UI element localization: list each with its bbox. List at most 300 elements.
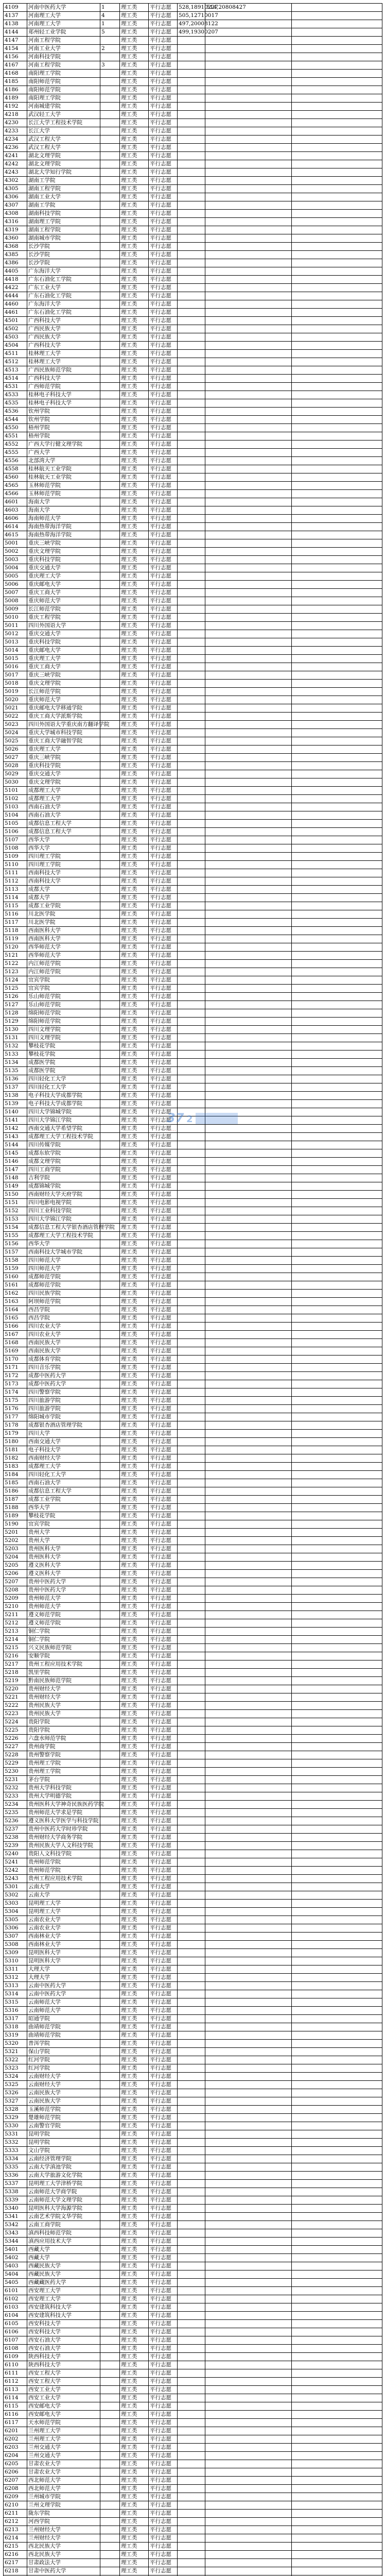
- extra-cell: [292, 12, 382, 20]
- category-cell: 理工类: [120, 1372, 149, 1380]
- batch-type-cell: 平行志愿: [149, 2172, 178, 2180]
- score-rank-cell: [178, 1009, 205, 1018]
- table-row: [4, 1743, 382, 1751]
- school-name-cell: 贵州医科大学: [27, 1553, 100, 1562]
- school-name-cell: 成都工业学院: [27, 902, 100, 910]
- score-rank-cell: [178, 2213, 205, 2221]
- score-rank-cell: [178, 572, 205, 581]
- batch-type-cell: 平行志愿: [149, 1026, 178, 1034]
- code-cell: 5171: [4, 1364, 27, 1372]
- extra-cell: [292, 1660, 382, 1669]
- score-rank-cell: [178, 2312, 205, 2320]
- score-rank-cell: [178, 1413, 205, 1421]
- table-row: [4, 1487, 382, 1496]
- batch-type-cell: 平行志愿: [149, 152, 178, 160]
- min-score-cell: [205, 2411, 292, 2419]
- table-row: [4, 226, 382, 234]
- min-score-cell: [205, 2518, 292, 2526]
- min-score-cell: [205, 473, 292, 482]
- score-rank-cell: [178, 943, 205, 952]
- plan-count-cell: [100, 976, 120, 985]
- batch-type-cell: 平行志愿: [149, 1059, 178, 1067]
- plan-count-cell: [100, 778, 120, 787]
- code-cell: 5119: [4, 935, 27, 943]
- table-row: [4, 432, 382, 440]
- batch-type-cell: 平行志愿: [149, 1900, 178, 1908]
- score-rank-cell: [178, 2386, 205, 2394]
- code-cell: 5130: [4, 1026, 27, 1034]
- code-cell: 4502: [4, 325, 27, 333]
- category-cell: 理工类: [120, 12, 149, 20]
- school-name-cell: 四川大学锦江学院: [27, 1116, 100, 1125]
- category-cell: 理工类: [120, 2526, 149, 2534]
- plan-count-cell: [100, 2180, 120, 2188]
- score-rank-cell: [178, 696, 205, 704]
- min-score-cell: [205, 548, 292, 556]
- school-name-cell: 兰州理工大学: [27, 2427, 100, 2435]
- code-cell: 5405: [4, 2279, 27, 2287]
- min-score-cell: [205, 78, 292, 86]
- table-row: [4, 20, 382, 28]
- school-name-cell: 四川电影电视学院: [27, 1199, 100, 1207]
- extra-cell: [292, 548, 382, 556]
- batch-type-cell: 平行志愿: [149, 515, 178, 523]
- batch-type-cell: 平行志愿: [149, 886, 178, 894]
- table-row: [4, 111, 382, 119]
- plan-count-cell: [100, 828, 120, 836]
- school-name-cell: 贵州师范大学求是学院: [27, 1809, 100, 1817]
- batch-type-cell: 平行志愿: [149, 1850, 178, 1858]
- batch-type-cell: 平行志愿: [149, 523, 178, 531]
- category-cell: 理工类: [120, 267, 149, 276]
- category-cell: 理工类: [120, 1858, 149, 1867]
- min-score-cell: [205, 1463, 292, 1471]
- table-row: [4, 1784, 382, 1792]
- plan-count-cell: [100, 811, 120, 820]
- plan-count-cell: [100, 1595, 120, 1603]
- score-rank-cell: [178, 1974, 205, 1982]
- plan-count-cell: [100, 605, 120, 614]
- extra-cell: [292, 1718, 382, 1726]
- category-cell: 理工类: [120, 1092, 149, 1100]
- table-row: [4, 2246, 382, 2254]
- category-cell: 理工类: [120, 1669, 149, 1677]
- score-rank-cell: [178, 1108, 205, 1116]
- plan-count-cell: [100, 2130, 120, 2139]
- batch-type-cell: 平行志愿: [149, 2213, 178, 2221]
- plan-count-cell: [100, 2303, 120, 2312]
- extra-cell: [292, 1421, 382, 1430]
- min-score-cell: [205, 1636, 292, 1644]
- category-cell: 理工类: [120, 1743, 149, 1751]
- school-name-cell: 四川警察学院: [27, 1388, 100, 1397]
- code-cell: 5018: [4, 680, 27, 688]
- school-name-cell: 西北师范大学: [27, 2485, 100, 2493]
- code-cell: 5166: [4, 1323, 27, 1331]
- plan-count-cell: [100, 1463, 120, 1471]
- batch-type-cell: 平行志愿: [149, 1471, 178, 1479]
- batch-type-cell: 平行志愿: [149, 1726, 178, 1735]
- category-cell: 理工类: [120, 581, 149, 589]
- school-name-cell: 四川旅游学院: [27, 1405, 100, 1413]
- min-score-cell: [205, 886, 292, 894]
- extra-cell: [292, 1809, 382, 1817]
- batch-type-cell: 平行志愿: [149, 2543, 178, 2551]
- category-cell: 理工类: [120, 2312, 149, 2320]
- code-cell: 4511: [4, 350, 27, 358]
- min-score-cell: [205, 2007, 292, 2015]
- plan-count-cell: [100, 2402, 120, 2411]
- table-row: [4, 622, 382, 630]
- extra-cell: [292, 754, 382, 762]
- batch-type-cell: 平行志愿: [149, 1998, 178, 2007]
- table-row: [4, 61, 382, 70]
- extra-cell: [292, 1257, 382, 1265]
- table-row: [4, 251, 382, 259]
- batch-type-cell: 平行志愿: [149, 1883, 178, 1891]
- extra-cell: [292, 325, 382, 333]
- plan-count-cell: [100, 2254, 120, 2262]
- plan-count-cell: [100, 688, 120, 696]
- category-cell: 理工类: [120, 721, 149, 729]
- category-cell: 理工类: [120, 1965, 149, 1974]
- score-rank-cell: [178, 226, 205, 234]
- code-cell: 5002: [4, 548, 27, 556]
- min-score-cell: [205, 729, 292, 737]
- table-row: [4, 2114, 382, 2122]
- extra-cell: [292, 1784, 382, 1792]
- min-score-cell: [205, 1924, 292, 1933]
- plan-count-cell: [100, 1182, 120, 1191]
- category-cell: 理工类: [120, 943, 149, 952]
- score-rank-cell: [178, 2411, 205, 2419]
- score-rank-cell: [178, 1553, 205, 1562]
- table-row: [4, 94, 382, 103]
- code-cell: 4230: [4, 119, 27, 127]
- batch-type-cell: 平行志愿: [149, 2518, 178, 2526]
- score-rank-cell: [178, 1636, 205, 1644]
- extra-cell: [292, 1364, 382, 1372]
- extra-cell: [292, 704, 382, 713]
- code-cell: 5120: [4, 943, 27, 952]
- category-cell: 理工类: [120, 1215, 149, 1224]
- code-cell: 5112: [4, 877, 27, 886]
- category-cell: 理工类: [120, 2303, 149, 2312]
- batch-type-cell: 平行志愿: [149, 597, 178, 605]
- table-row: [4, 1207, 382, 1215]
- code-cell: 5147: [4, 1166, 27, 1174]
- min-score-cell: [205, 1768, 292, 1776]
- category-cell: 理工类: [120, 1009, 149, 1018]
- code-cell: 6111: [4, 2369, 27, 2378]
- table-row: [4, 366, 382, 375]
- plan-count-cell: [100, 2205, 120, 2213]
- extra-cell: [292, 1290, 382, 1298]
- score-rank-cell: [178, 1718, 205, 1726]
- extra-cell: [292, 2444, 382, 2452]
- code-cell: 4501: [4, 317, 27, 325]
- min-score-cell: [205, 572, 292, 581]
- score-rank-cell: [178, 1001, 205, 1009]
- plan-count-cell: [100, 1496, 120, 1504]
- category-cell: 理工类: [120, 1784, 149, 1792]
- score-rank-cell: [178, 1504, 205, 1512]
- extra-cell: [292, 1652, 382, 1660]
- score-rank-cell: [178, 1380, 205, 1388]
- code-cell: 5175: [4, 1397, 27, 1405]
- category-cell: 理工类: [120, 1726, 149, 1735]
- plan-count-cell: [100, 1083, 120, 1092]
- plan-count-cell: [100, 1380, 120, 1388]
- min-score-cell: [205, 325, 292, 333]
- min-score-cell: [205, 1446, 292, 1454]
- code-cell: 5325: [4, 2081, 27, 2089]
- min-score-cell: [205, 1158, 292, 1166]
- plan-count-cell: [100, 1867, 120, 1875]
- table-row: [4, 770, 382, 778]
- score-rank-cell: [178, 391, 205, 399]
- plan-count-cell: [100, 1405, 120, 1413]
- school-name-cell: 贵州医科大学神奇民族医药学院: [27, 1801, 100, 1809]
- batch-type-cell: 平行志愿: [149, 226, 178, 234]
- extra-cell: [292, 1850, 382, 1858]
- table-row: [4, 243, 382, 251]
- min-score-cell: [205, 1405, 292, 1413]
- school-name-cell: 桂林理工大学: [27, 350, 100, 358]
- min-score-cell: [205, 2328, 292, 2336]
- category-cell: 理工类: [120, 251, 149, 259]
- code-cell: 5154: [4, 1224, 27, 1232]
- batch-type-cell: 平行志愿: [149, 1562, 178, 1570]
- min-score-cell: [205, 2163, 292, 2172]
- score-rank-cell: [178, 836, 205, 844]
- school-name-cell: 保山学院: [27, 2048, 100, 2056]
- extra-cell: [292, 45, 382, 53]
- school-name-cell: 重庆文理学院: [27, 778, 100, 787]
- category-cell: 理工类: [120, 1595, 149, 1603]
- score-rank-cell: [178, 770, 205, 778]
- table-row: [4, 2064, 382, 2073]
- plan-count-cell: [100, 2378, 120, 2386]
- table-row: [4, 531, 382, 539]
- min-score-cell: [205, 61, 292, 70]
- category-cell: 理工类: [120, 1990, 149, 1998]
- table-row: [4, 1817, 382, 1825]
- score-rank-cell: [178, 1067, 205, 1075]
- score-rank-cell: [178, 1463, 205, 1471]
- code-cell: 4302: [4, 177, 27, 185]
- extra-cell: [292, 1537, 382, 1545]
- table-row: [4, 1075, 382, 1083]
- batch-type-cell: 平行志愿: [149, 416, 178, 424]
- category-cell: 理工类: [120, 968, 149, 976]
- table-row: [4, 1026, 382, 1034]
- table-row: [4, 37, 382, 45]
- table-row: [4, 1339, 382, 1347]
- min-score-cell: [205, 465, 292, 473]
- min-score-cell: [205, 1199, 292, 1207]
- extra-cell: [292, 1397, 382, 1405]
- code-cell: 5243: [4, 1875, 27, 1883]
- code-cell: 5343: [4, 2229, 27, 2238]
- school-name-cell: 河南工程学院: [27, 61, 100, 70]
- score-rank-cell: [178, 2180, 205, 2188]
- category-cell: 理工类: [120, 927, 149, 935]
- min-score-cell: [205, 2485, 292, 2493]
- plan-count-cell: [100, 1479, 120, 1487]
- batch-type-cell: 平行志愿: [149, 1768, 178, 1776]
- min-score-cell: [205, 408, 292, 416]
- score-rank-cell: [178, 539, 205, 548]
- category-cell: 理工类: [120, 45, 149, 53]
- extra-cell: [292, 1116, 382, 1125]
- plan-count-cell: [100, 1100, 120, 1108]
- min-score-cell: [205, 292, 292, 300]
- batch-type-cell: 平行志愿: [149, 2526, 178, 2534]
- category-cell: 理工类: [120, 853, 149, 861]
- batch-type-cell: 平行志愿: [149, 572, 178, 581]
- score-rank-cell: [178, 976, 205, 985]
- category-cell: 理工类: [120, 1809, 149, 1817]
- min-score-cell: [205, 910, 292, 919]
- category-cell: 理工类: [120, 160, 149, 168]
- extra-cell: [292, 1792, 382, 1801]
- min-score-cell: [205, 2444, 292, 2452]
- table-row: [4, 877, 382, 886]
- score-rank-cell: [178, 2270, 205, 2279]
- score-rank-cell: [178, 1323, 205, 1331]
- batch-type-cell: 平行志愿: [149, 28, 178, 37]
- plan-count-cell: [100, 243, 120, 251]
- min-score-cell: [205, 1743, 292, 1751]
- score-rank-cell: [178, 919, 205, 927]
- score-rank-cell: [178, 1619, 205, 1628]
- table-row: [4, 78, 382, 86]
- batch-type-cell: 平行志愿: [149, 2188, 178, 2196]
- plan-count-cell: [100, 1306, 120, 1314]
- school-name-cell: 海南热带海洋学院: [27, 531, 100, 539]
- table-row: [4, 2543, 382, 2551]
- plan-count-cell: [100, 1784, 120, 1792]
- score-rank-cell: [178, 1842, 205, 1850]
- school-name-cell: 西安石油大学: [27, 2345, 100, 2353]
- plan-count-cell: [100, 762, 120, 770]
- extra-cell: [292, 408, 382, 416]
- extra-cell: [292, 1595, 382, 1603]
- code-cell: 5304: [4, 1908, 27, 1916]
- score-rank-cell: [178, 1339, 205, 1347]
- code-cell: 5189: [4, 1512, 27, 1520]
- batch-type-cell: 平行志愿: [149, 358, 178, 366]
- category-cell: 理工类: [120, 342, 149, 350]
- school-name-cell: 四川文理学院: [27, 1034, 100, 1042]
- category-cell: 理工类: [120, 1817, 149, 1825]
- batch-type-cell: 平行志愿: [149, 1347, 178, 1355]
- min-score-cell: [205, 1603, 292, 1611]
- table-row: [4, 309, 382, 317]
- score-rank-cell: [178, 2452, 205, 2460]
- min-score-cell: [205, 251, 292, 259]
- plan-count-cell: [100, 1108, 120, 1116]
- score-rank-cell: [178, 1050, 205, 1059]
- batch-type-cell: 平行志愿: [149, 1232, 178, 1240]
- min-score-cell: [205, 490, 292, 498]
- code-cell: 4614: [4, 523, 27, 531]
- table-row: [4, 1438, 382, 1446]
- extra-cell: [292, 1182, 382, 1191]
- batch-type-cell: 平行志愿: [149, 1092, 178, 1100]
- min-score-cell: [205, 853, 292, 861]
- table-row: [4, 2254, 382, 2262]
- school-name-cell: 湖北文理学院: [27, 160, 100, 168]
- batch-type-cell: 平行志愿: [149, 2147, 178, 2155]
- min-score-cell: [205, 1182, 292, 1191]
- extra-cell: [292, 2460, 382, 2468]
- plan-count-cell: [100, 1388, 120, 1397]
- code-cell: 4306: [4, 193, 27, 201]
- extra-cell: [292, 103, 382, 111]
- score-rank-cell: [178, 375, 205, 383]
- min-score-cell: [205, 1578, 292, 1586]
- extra-cell: [292, 2386, 382, 2394]
- extra-cell: [292, 1578, 382, 1586]
- table-row: [4, 811, 382, 820]
- code-cell: 6104: [4, 2312, 27, 2320]
- min-score-cell: [205, 168, 292, 177]
- batch-type-cell: 平行志愿: [149, 861, 178, 869]
- min-score-cell: [205, 144, 292, 152]
- min-score-cell: [205, 1306, 292, 1314]
- batch-type-cell: 平行志愿: [149, 2336, 178, 2345]
- batch-type-cell: 平行志愿: [149, 1298, 178, 1306]
- min-score-cell: [205, 218, 292, 226]
- school-name-cell: 西华大学: [27, 1240, 100, 1248]
- school-name-cell: 贵州工程应用技术学院: [27, 1660, 100, 1669]
- school-name-cell: 梧州学院: [27, 432, 100, 440]
- extra-cell: [292, 2130, 382, 2139]
- code-cell: 5338: [4, 2188, 27, 2196]
- batch-type-cell: 平行志愿: [149, 2477, 178, 2485]
- code-cell: 4218: [4, 111, 27, 119]
- score-rank-cell: [178, 193, 205, 201]
- school-name-cell: 兰州文理学院: [27, 2501, 100, 2510]
- batch-type-cell: 平行志愿: [149, 1578, 178, 1586]
- min-score-cell: [205, 531, 292, 539]
- extra-cell: [292, 2015, 382, 2023]
- plan-count-cell: [100, 292, 120, 300]
- score-rank-cell: [178, 1611, 205, 1619]
- table-row: [4, 787, 382, 795]
- table-row: [4, 1265, 382, 1273]
- school-name-cell: 云南警官学院: [27, 2122, 100, 2130]
- batch-type-cell: 平行志愿: [149, 292, 178, 300]
- min-score-cell: [205, 457, 292, 465]
- plan-count-cell: [100, 2015, 120, 2023]
- code-cell: 5214: [4, 1636, 27, 1644]
- plan-count-cell: [100, 309, 120, 317]
- batch-type-cell: 平行志愿: [149, 94, 178, 103]
- school-name-cell: 四川轻化工大学: [27, 1075, 100, 1083]
- score-rank-cell: [178, 1990, 205, 1998]
- code-cell: 5142: [4, 1125, 27, 1133]
- category-cell: 理工类: [120, 976, 149, 985]
- extra-cell: [292, 37, 382, 45]
- table-row: [4, 1298, 382, 1306]
- table-row: [4, 1430, 382, 1438]
- table-row: [4, 1776, 382, 1784]
- code-cell: 4241: [4, 152, 27, 160]
- category-cell: 理工类: [120, 78, 149, 86]
